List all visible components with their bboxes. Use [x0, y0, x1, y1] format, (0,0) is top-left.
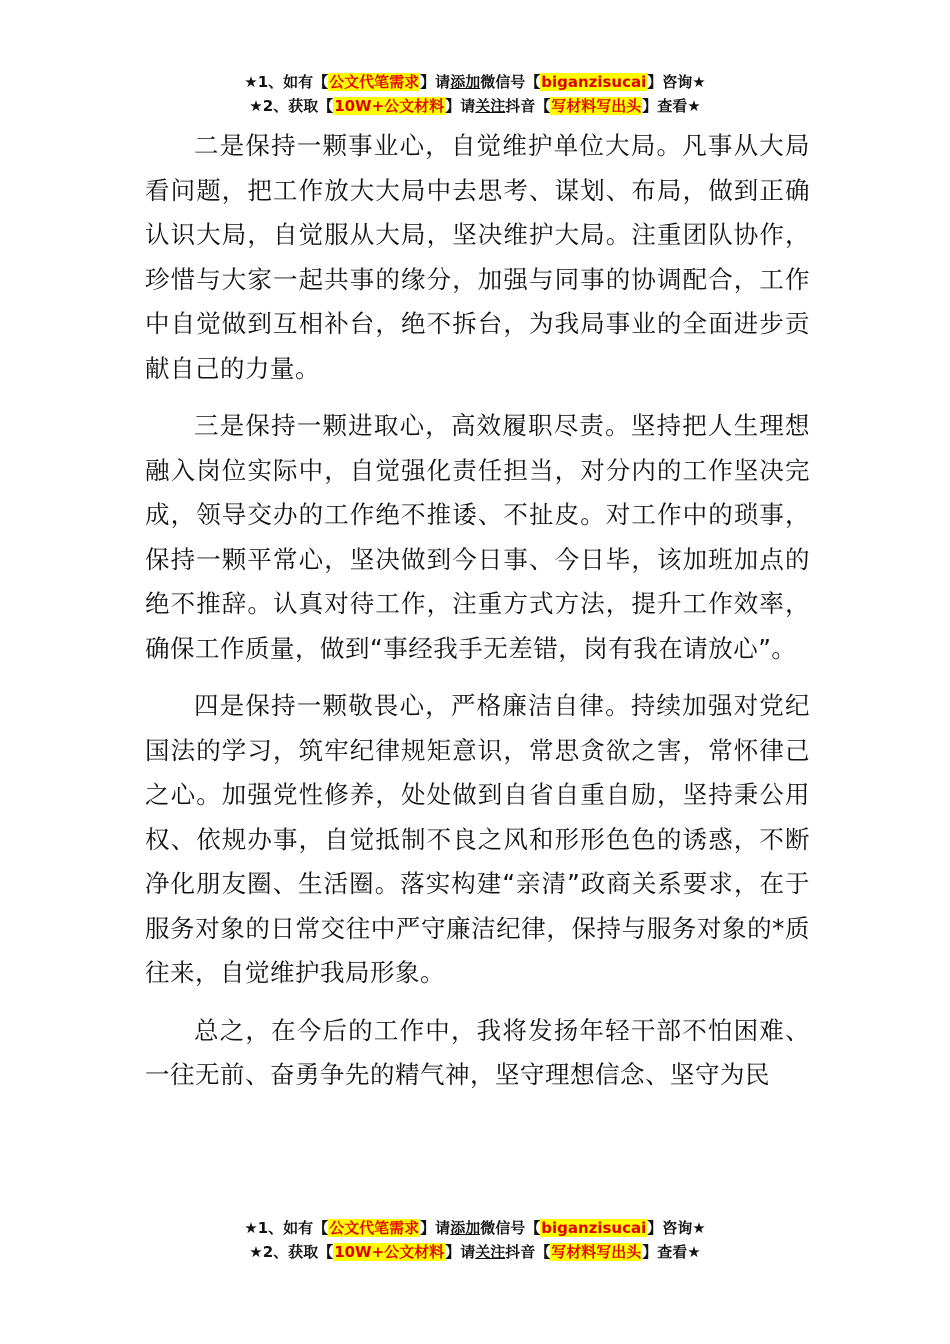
banner-highlight: 写材料写出头 [551, 97, 642, 115]
banner-highlight: biganzisucai [541, 1219, 647, 1237]
banner-text: 微信号【 [480, 1219, 541, 1237]
banner-highlight: 公文代笔需求 [329, 73, 420, 91]
banner-text: 抖音【 [505, 97, 551, 115]
paragraph: 四是保持一颗敬畏心，严格廉洁自律。持续加强对党纪国法的学习，筑牢纪律规矩意识，常思贪欲之害，常怀律己之心。加强党性修养，处处做到自省自重自励，坚持秉公用权、依规办事，自觉抵制不良之风和形形色色的诱惑，不断净化朋友圈、生活圈。落实构建“亲清”政商关系要求，在于服务对象的日常交往中严守廉洁纪律，保持与服务对象的*质往来，自觉维护我局形象。 [145, 691, 810, 987]
header-banner [0, 70, 950, 118]
paragraph: 三是保持一颗进取心，高效履职尽责。坚持把人生理想融入岗位实际中，自觉强化责任担当，对分内的工作坚决完成，领导交办的工作绝不推诿、不扯皮。对工作中的琐事，保持一颗平常心，坚决做到今日事、今日毕，该加班加点的绝不推辞。认真对待工作，注重方式方法，提升工作效率，确保工作质量，做到“事经我手无差错，岗有我在请放心”。 [145, 411, 810, 663]
banner-line-1 [0, 70, 950, 94]
banner-line-1 [0, 1216, 950, 1240]
banner-underline: 关注 [475, 1243, 506, 1261]
banner-text: 】请 [445, 1243, 476, 1261]
banner-underline: 关注 [475, 97, 506, 115]
banner-text: 】咨询★ [647, 73, 706, 91]
banner-underline: 添加 [450, 1219, 481, 1237]
banner-text: 微信号【 [480, 73, 541, 91]
banner-line-2 [0, 1240, 950, 1264]
footer-banner [0, 1216, 950, 1264]
banner-text: 】咨询★ [647, 1219, 706, 1237]
banner-text: 】请 [420, 73, 451, 91]
banner-highlight: 10W+公文材料 [334, 97, 445, 115]
document-body [145, 124, 810, 1111]
banner-underline: 添加 [450, 73, 481, 91]
banner-highlight: biganzisucai [541, 73, 647, 91]
paragraph: 二是保持一颗事业心，自觉维护单位大局。凡事从大局看问题，把工作放大大局中去思考、谋划、布局，做到正确认识大局，自觉服从大局，坚决维护大局。注重团队协作，珍惜与大家一起共事的缘分，加强与同事的协调配合，工作中自觉做到互相补台，绝不拆台，为我局事业的全面进步贡献自己的力量。 [145, 131, 810, 383]
banner-text: ★2、获取【 [249, 1243, 334, 1261]
banner-text: 】查看★ [642, 97, 701, 115]
banner-text: 】查看★ [642, 1243, 701, 1261]
banner-highlight: 写材料写出头 [551, 1243, 642, 1261]
banner-text: 】请 [445, 97, 476, 115]
banner-text: 】请 [420, 1219, 451, 1237]
banner-highlight: 公文代笔需求 [329, 1219, 420, 1237]
banner-text: ★1、如有【 [244, 1219, 329, 1237]
banner-text: ★2、获取【 [249, 97, 334, 115]
paragraph: 总之，在今后的工作中，我将发扬年轻干部不怕困难、一往无前、奋勇争先的精气神，坚守理想信念、坚守为民 [145, 1015, 810, 1089]
banner-highlight: 10W+公文材料 [334, 1243, 445, 1261]
banner-line-2 [0, 94, 950, 118]
banner-text: ★1、如有【 [244, 73, 329, 91]
banner-text: 抖音【 [505, 1243, 551, 1261]
